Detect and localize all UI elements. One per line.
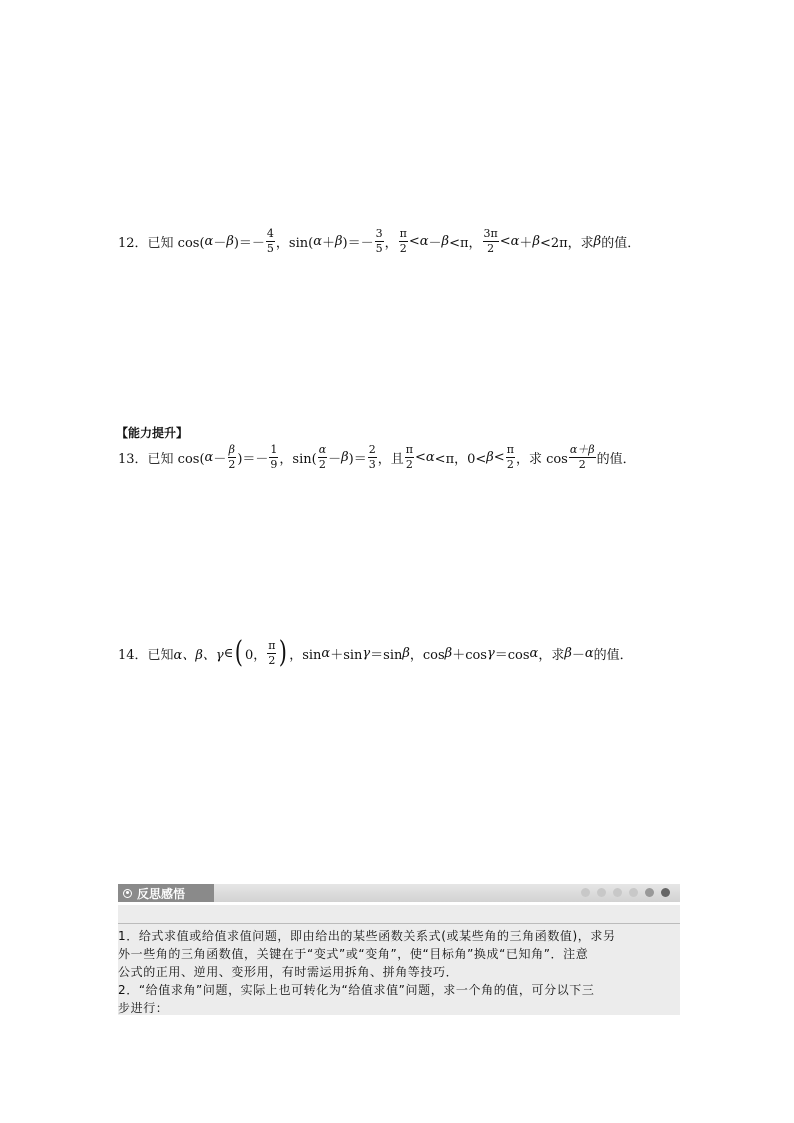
problem-13: 13．已知 cos( α － $\frac{\beta}{2}$ )＝－ $\frac{1}{9}$ ，sin( $\frac{\alpha}{2}$ － β )＝ $\frac{2}{3}$ ，且 $\frac{\pi}{2}$ < α <π，0< β < $\frac{\pi}{2}$ ，求 cos $\frac{\alpha+\beta}{2}$ 的值． xyxy=(118,443,636,471)
fraction: $\frac{1}{9}$ xyxy=(270,443,278,471)
fraction: $\frac{\pi}{2}$ xyxy=(506,443,514,471)
reflection-title: 反思感悟 xyxy=(137,886,186,901)
fraction: $\frac{\beta}{2}$ xyxy=(228,443,236,471)
dot-icon xyxy=(645,888,654,897)
problem-12: 12．已知 cos( α － β )＝－ $\frac{4}{5}$ ，sin( α ＋ β )＝－ $\frac{3}{5}$ ， $\frac{\pi}{2}$ < α － β <π， $\frac{3\pi}{2}$ < α ＋ β <2π，求 β 的值． xyxy=(118,227,641,255)
fraction: $\frac{\pi}{2}$ xyxy=(268,638,276,667)
dot-icon xyxy=(613,888,622,897)
reflection-line: 公式的正用、逆用、变形用，有时需运用拆角、拼角等技巧． xyxy=(118,965,459,979)
dot-icon xyxy=(597,888,606,897)
fraction: $\frac{\pi}{2}$ xyxy=(405,443,413,471)
reflection-line: 步进行： xyxy=(118,1001,169,1015)
fraction: $\frac{3}{5}$ xyxy=(375,227,383,255)
reflection-line: 1．给式求值或给值求值问题，即由给出的某些函数关系式(或某些角的三角函数值)，求另 xyxy=(118,929,616,943)
decorative-dots xyxy=(581,888,670,897)
fraction: $\frac{\pi}{2}$ xyxy=(399,227,407,255)
reflection-body xyxy=(118,905,680,1015)
target-bullet-icon xyxy=(123,889,132,898)
reflection-line: 外一些角的三角函数值，关键在于“变式”或“变角”，使“目标角”换成“已知角”．注意 xyxy=(118,947,589,961)
section-label: 【能力提升】 xyxy=(116,426,189,440)
fraction: $\frac{3\pi}{2}$ xyxy=(483,227,498,255)
reflection-header xyxy=(118,884,680,902)
fraction: $\frac{2}{3}$ xyxy=(368,443,376,471)
reflection-line: 2．“给值求角”问题，实际上也可转化为“给值求值”问题，求一个角的值，可分以下三 xyxy=(118,983,595,997)
dot-icon xyxy=(661,888,670,897)
reflection-tab xyxy=(118,884,214,902)
fraction: $\frac{\alpha}{2}$ xyxy=(318,443,327,471)
dot-icon xyxy=(629,888,638,897)
dot-icon xyxy=(581,888,590,897)
problem-14: 14．已知 α、β、γ ∈ ( 0， $\frac{\pi}{2}$ ) ，sin α ＋sin γ ＝sin β ，cos β ＋cos γ ＝cos α ，求 β － α 的值． xyxy=(118,635,633,670)
divider xyxy=(118,923,680,924)
fraction: $\frac{4}{5}$ xyxy=(266,227,274,255)
fraction: $\frac{\alpha+\beta}{2}$ xyxy=(569,443,595,471)
